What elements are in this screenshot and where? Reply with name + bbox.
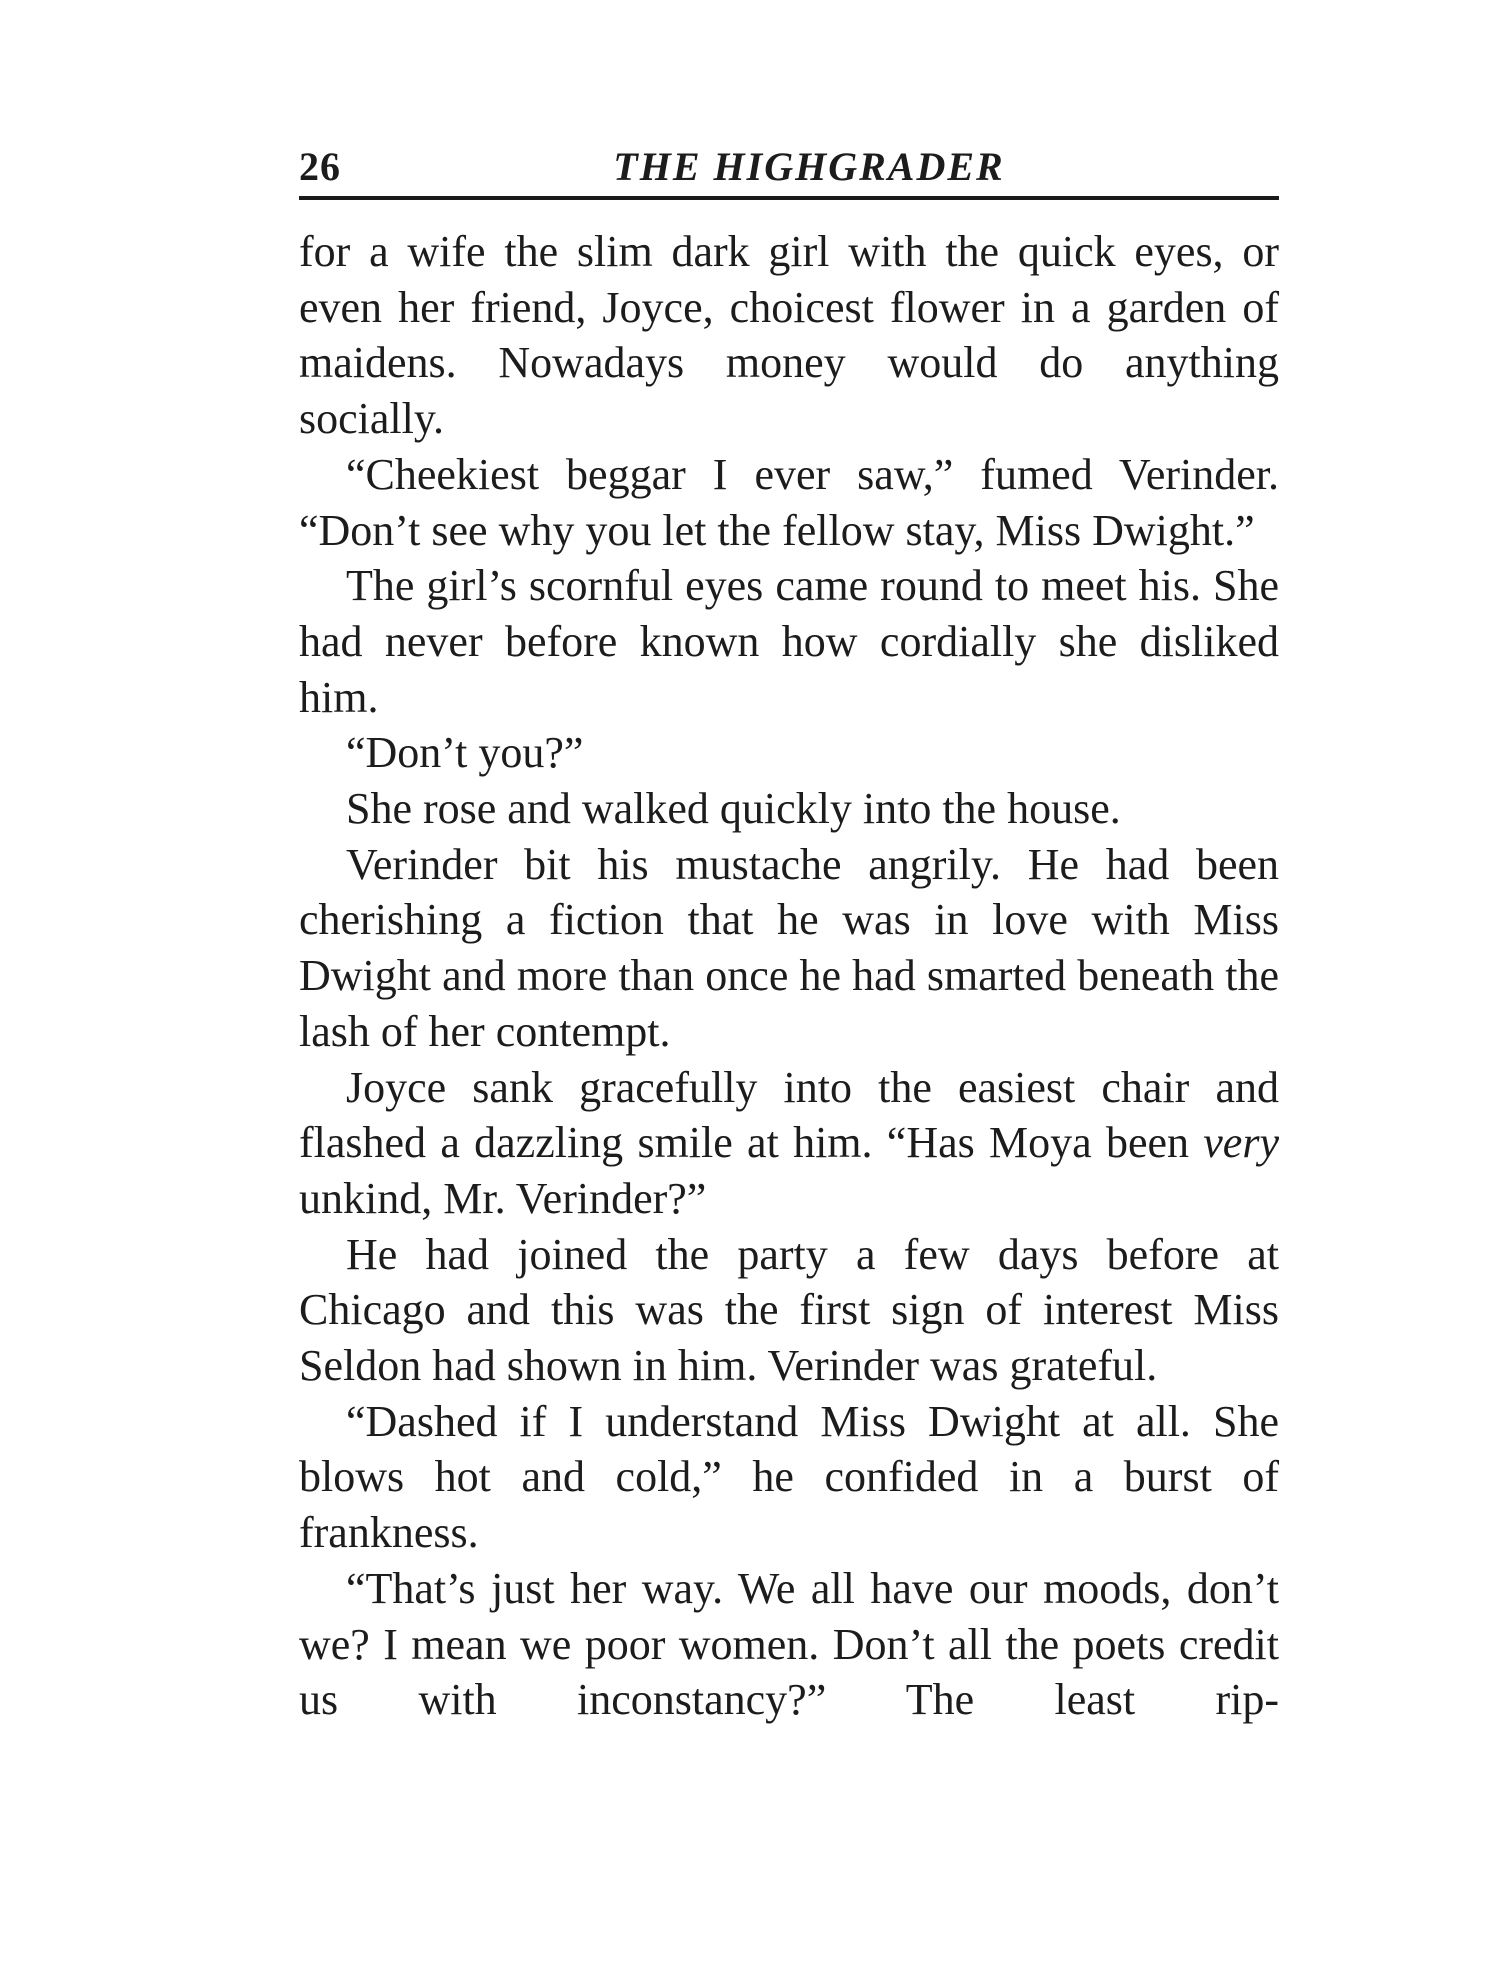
paragraph-10: “That’s just her way. We all have our moods, don’t we? I mean we poor women. Don’t all the poets credit us with inconstancy?” The least rip- — [299, 1563, 1279, 1725]
paragraph-1: for a wife the slim dark girl with the quick eyes, or even her friend, Joyce, choicest flower in a garden of maidens. Nowadays money would do anything socially. — [299, 227, 1279, 444]
paragraph-7-after: unkind, Mr. Verinder?” — [299, 1173, 707, 1223]
paragraph-7-emphasis: very — [1203, 1118, 1279, 1168]
paragraph-8: He had joined the party a few days before at Chicago and this was the first sign of interest Miss Seldon had shown in him. Verinder was grateful. — [299, 1229, 1279, 1391]
paragraph-2: “Cheekiest beggar I ever saw,” fumed Verinder. “Don’t see why you let the fellow stay, Miss Dwight.” — [299, 449, 1279, 555]
paragraph-4: “Don’t you?” — [346, 728, 584, 778]
paragraph-7 — [299, 1060, 1279, 1227]
paragraph-7-before: Joyce sank gracefully into the easiest chair and flashed a dazzling smile at him. “Has Moya been — [299, 1062, 1279, 1168]
paragraph-3: The girl’s scornful eyes came round to meet his. She had never before known how cordially she disliked him. — [299, 561, 1279, 722]
header-rule — [299, 196, 1279, 200]
body-text — [299, 224, 1279, 1728]
paragraph-5: She rose and walked quickly into the house. — [346, 784, 1121, 834]
paragraph-6: Verinder bit his mustache angrily. He had been cherishing a fiction that he was in love with Miss Dwight and more than once he had smarted beneath the lash of her contempt. — [299, 839, 1279, 1056]
running-title: THE HIGHGRADER — [613, 144, 1005, 189]
page-header — [299, 136, 1279, 198]
page-number: 26 — [299, 144, 341, 189]
paragraph-9: “Dashed if I understand Miss Dwight at all. She blows hot and cold,” he confided in a burst of frankness. — [299, 1396, 1279, 1558]
